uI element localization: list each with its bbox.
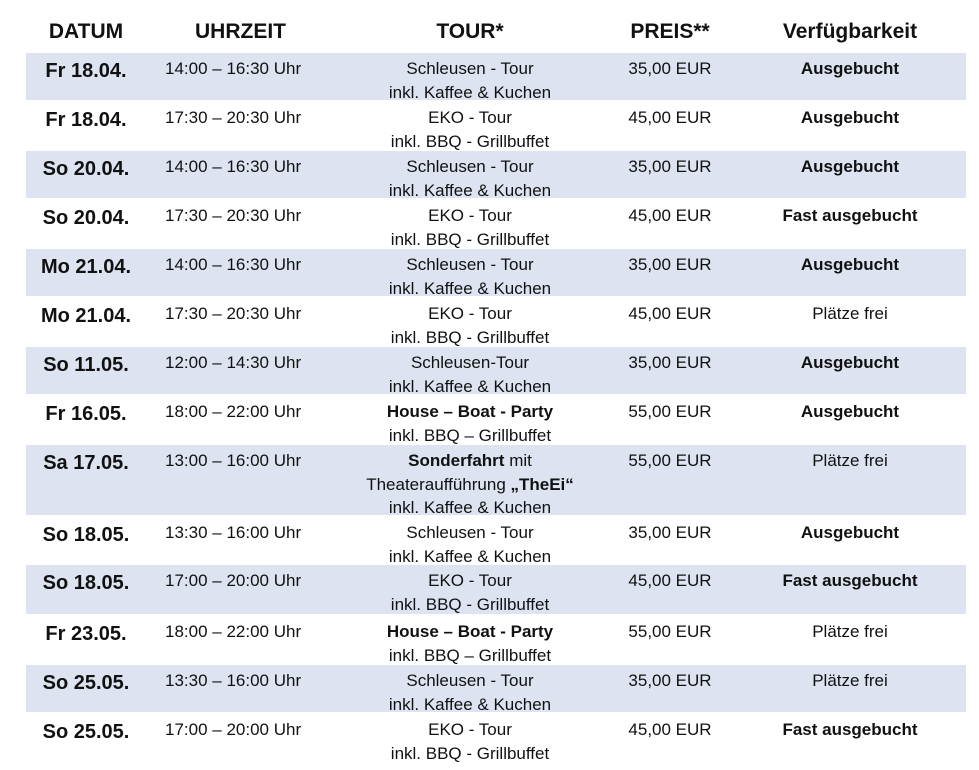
tour-cell [330, 521, 610, 568]
tour-name: Schleusen-Tour [410, 353, 530, 372]
time-cell: 13:30 – 16:00 Uhr [165, 671, 302, 690]
table-row [0, 665, 979, 712]
availability-cell: Ausgebucht [800, 255, 900, 274]
tour-name-rest: mit [504, 451, 532, 470]
tour-cell [330, 253, 610, 300]
date-cell: So 18.05. [42, 524, 130, 546]
table-row [0, 200, 979, 247]
header-tour: TOUR* [436, 20, 504, 43]
availability-cell: Plätze frei [812, 622, 888, 641]
date-cell: Fr 16.05. [45, 403, 127, 425]
header-verfuegbarkeit: Verfügbarkeit [782, 20, 918, 43]
price-cell: 35,00 EUR [628, 671, 712, 690]
tour-cell [330, 718, 610, 765]
date-cell: Mo 21.04. [40, 305, 132, 327]
table-row [0, 714, 979, 764]
price-cell: 45,00 EUR [628, 108, 712, 127]
availability-cell: Ausgebucht [800, 523, 900, 542]
availability-cell: Ausgebucht [800, 353, 900, 372]
time-cell: 17:30 – 20:30 Uhr [165, 304, 302, 323]
date-cell: Fr 18.04. [45, 60, 127, 82]
date-cell: Sa 17.05. [43, 452, 129, 474]
header-datum: DATUM [48, 20, 124, 43]
tour-extra: inkl. Kaffee & Kuchen [388, 498, 552, 517]
time-cell: 17:00 – 20:00 Uhr [165, 720, 302, 739]
price-cell: 45,00 EUR [628, 206, 712, 225]
tour-middle [330, 473, 610, 497]
time-cell: 13:30 – 16:00 Uhr [165, 523, 302, 542]
price-cell: 35,00 EUR [628, 59, 712, 78]
header-uhrzeit: UHRZEIT [195, 20, 286, 43]
price-cell: 55,00 EUR [628, 402, 712, 421]
time-cell: 14:00 – 16:30 Uhr [165, 59, 302, 78]
tour-name: Schleusen - Tour [406, 671, 534, 690]
tour-name: EKO - Tour [428, 206, 512, 225]
tour-extra: inkl. BBQ - Grillbuffet [390, 229, 550, 249]
tour-cell [330, 351, 610, 398]
table-row [0, 616, 979, 663]
table-row [0, 517, 979, 564]
tour-extra: inkl. Kaffee & Kuchen [388, 546, 552, 566]
date-cell: Fr 23.05. [45, 623, 127, 645]
time-cell: 18:00 – 22:00 Uhr [165, 402, 302, 421]
tour-name: House – Boat - Party [386, 402, 554, 421]
tour-cell [330, 302, 610, 349]
table-row [0, 298, 979, 345]
tour-name-bold: Sonderfahrt [408, 451, 505, 470]
tour-cell [330, 57, 610, 104]
price-cell: 55,00 EUR [628, 622, 712, 641]
price-cell: 35,00 EUR [628, 353, 712, 372]
table-row [0, 102, 979, 149]
tour-name [330, 449, 610, 473]
price-cell: 35,00 EUR [628, 523, 712, 542]
tour-cell [330, 449, 610, 520]
time-cell: 12:00 – 14:30 Uhr [165, 353, 302, 372]
tour-name: Schleusen - Tour [406, 157, 534, 176]
price-cell: 45,00 EUR [628, 304, 712, 323]
time-cell: 17:30 – 20:30 Uhr [165, 108, 302, 127]
table-row [0, 445, 979, 515]
date-cell: So 25.05. [42, 672, 130, 694]
price-cell: 35,00 EUR [628, 255, 712, 274]
header-preis: PREIS** [630, 20, 710, 43]
availability-cell: Plätze frei [812, 304, 888, 323]
tour-middle-text: Theateraufführung [366, 474, 511, 494]
availability-cell: Fast ausgebucht [782, 720, 918, 739]
date-cell: So 20.04. [42, 207, 130, 229]
time-cell: 14:00 – 16:30 Uhr [165, 255, 302, 274]
tour-extra: inkl. Kaffee & Kuchen [388, 376, 552, 396]
tour-name: Schleusen - Tour [406, 59, 534, 78]
tour-cell [330, 204, 610, 251]
time-cell: 18:00 – 22:00 Uhr [165, 622, 302, 641]
price-cell: 35,00 EUR [628, 157, 712, 176]
date-cell: So 18.05. [42, 572, 130, 594]
tour-name: EKO - Tour [428, 571, 512, 590]
table-row [0, 53, 979, 100]
tour-extra: inkl. BBQ - Grillbuffet [390, 131, 550, 151]
table-header [0, 14, 979, 54]
availability-cell: Ausgebucht [800, 402, 900, 421]
table-row [0, 249, 979, 296]
price-cell: 45,00 EUR [628, 571, 712, 590]
time-cell: 17:00 – 20:00 Uhr [165, 571, 302, 590]
tour-extra: inkl. BBQ – Grillbuffet [388, 425, 552, 445]
tour-extra: inkl. Kaffee & Kuchen [388, 278, 552, 298]
time-cell: 13:00 – 16:00 Uhr [165, 451, 302, 470]
tour-name: EKO - Tour [428, 108, 512, 127]
price-cell: 55,00 EUR [628, 451, 712, 470]
time-cell: 14:00 – 16:30 Uhr [165, 157, 302, 176]
tour-name: Schleusen - Tour [406, 523, 534, 542]
tour-name: Schleusen - Tour [406, 255, 534, 274]
table-row [0, 565, 979, 614]
date-cell: So 11.05. [43, 354, 129, 376]
tour-cell [330, 669, 610, 716]
tour-extra: inkl. BBQ - Grillbuffet [390, 594, 550, 614]
date-cell: So 20.04. [42, 158, 130, 180]
tour-cell [330, 569, 610, 616]
tour-extra: inkl. BBQ – Grillbuffet [388, 645, 552, 665]
tour-cell [330, 155, 610, 202]
tour-extra: inkl. Kaffee & Kuchen [388, 180, 552, 200]
time-cell: 17:30 – 20:30 Uhr [165, 206, 302, 225]
date-cell: So 25.05. [42, 721, 130, 743]
tour-name: EKO - Tour [428, 304, 512, 323]
availability-cell: Plätze frei [812, 671, 888, 690]
availability-cell: Fast ausgebucht [782, 571, 918, 590]
date-cell: Mo 21.04. [40, 256, 132, 278]
table-row [0, 151, 979, 198]
date-cell: Fr 18.04. [45, 109, 127, 131]
availability-cell: Ausgebucht [800, 157, 900, 176]
availability-cell: Fast ausgebucht [782, 206, 918, 225]
tour-extra: inkl. Kaffee & Kuchen [388, 694, 552, 714]
tour-cell [330, 106, 610, 153]
tour-name: House – Boat - Party [386, 622, 554, 641]
table-row [0, 347, 979, 394]
tour-cell [330, 620, 610, 667]
tour-extra: inkl. Kaffee & Kuchen [388, 82, 552, 102]
tour-extra: inkl. BBQ - Grillbuffet [390, 327, 550, 347]
availability-cell: Plätze frei [812, 451, 888, 470]
price-cell: 45,00 EUR [628, 720, 712, 739]
tour-extra: inkl. BBQ - Grillbuffet [390, 743, 550, 763]
tour-middle-bold: „TheEi“ [510, 474, 574, 494]
tour-name: EKO - Tour [428, 720, 512, 739]
tour-cell [330, 400, 610, 447]
table-row [0, 396, 979, 443]
availability-cell: Ausgebucht [800, 59, 900, 78]
availability-cell: Ausgebucht [800, 108, 900, 127]
